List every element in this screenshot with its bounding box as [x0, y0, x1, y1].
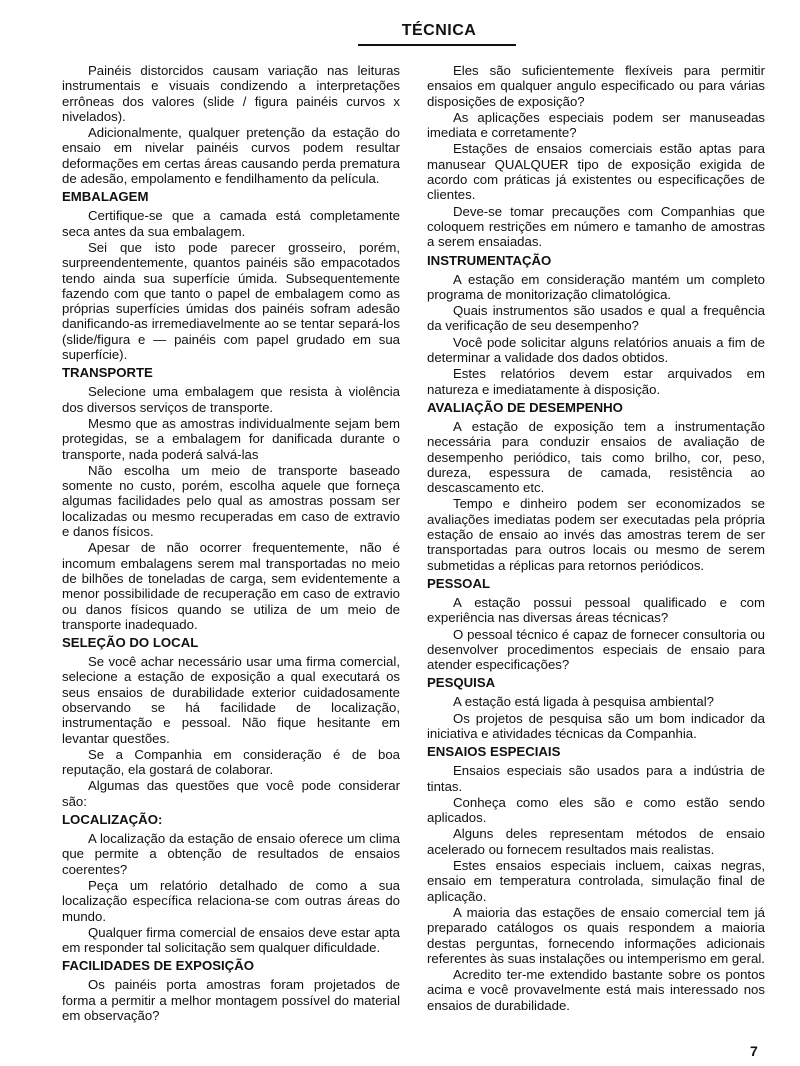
section-heading: TRANSPORTE — [62, 365, 153, 381]
paragraph: Algumas das questões que você pode considerar são: — [62, 778, 400, 809]
paragraph: A estação está ligada à pesquisa ambiental? — [453, 694, 714, 710]
section-heading: LOCALIZAÇÃO: — [62, 812, 163, 828]
paragraph: Não escolha um meio de transporte baseado somente no custo, porém, escolha aquele que forneça algumas facilidades pelo qual as amostras possam ser localizadas ou mesmo recuperadas em caso de extravio e danos físicos. — [62, 462, 400, 540]
paragraph: Tempo e dinheiro podem ser economizados se avaliações imediatas podem ser executadas pela própria estação de ensaio ao invés das amostras terem de ser transportadas para outros locais ou mesmo de serem submetidas a réplicas para retornos periódicos. — [427, 496, 765, 573]
paragraph: Se a Companhia em consideração é de boa reputação, ela gostará de colaborar. — [62, 746, 400, 778]
section-heading: ENSAIOS ESPECIAIS — [427, 744, 561, 760]
left-column — [62, 63, 400, 1024]
paragraph: Os painéis porta amostras foram projetados de forma a permitir a melhor montagem possível do material em observação? — [62, 977, 400, 1024]
paragraph: Mesmo que as amostras individualmente sejam bem protegidas, se a embalagem for danificada durante o transporte, nada poderá salvá-las — [62, 415, 400, 462]
section-header: TÉCNICA — [401, 22, 477, 39]
paragraph: A estação possui pessoal qualificado e com experiência nas diversas áreas técnicas? — [427, 594, 765, 626]
paragraph: Estes relatórios devem estar arquivados em natureza e imediatamente à disposição. — [427, 366, 765, 397]
paragraph: A maioria das estações de ensaio comercial tem já preparado catálogos os quais respondem a maioria destas perguntas, fornecendo informações adicionais referentes às suas instalações ou intemperismo em geral. — [427, 904, 765, 966]
paragraph: A estação de exposição tem a instrumentação necessária para conduzir ensaios de avaliação de desempenho periódico, tais como brilho, cor, peso, dureza, espessura de camada, resistência ao descascamento etc. — [427, 418, 765, 496]
paragraph: Ensaios especiais são usados para a indústria de tintas. — [427, 763, 765, 794]
paragraph: Alguns deles representam métodos de ensaio acelerado ou fornecem resultados mais realistas. — [427, 826, 765, 857]
section-heading: AVALIAÇÃO DE DESEMPENHO — [427, 399, 623, 415]
paragraph: Conheça como eles são e como estão sendo aplicados. — [427, 794, 765, 826]
paragraph: Adicionalmente, qualquer pretenção da estação do ensaio em nivelar painéis curvos podem resultar deformações em certas áreas causando perda prematura de adesão, empolamento e fendilhamento da película. — [62, 125, 400, 187]
paragraph: Painéis distorcidos causam variação nas leituras instrumentais e visuais condizendo a interpretações errôneas dos valores (slide / figura painéis curvos x nivelados). — [62, 63, 400, 124]
section-heading: SELEÇÃO DO LOCAL — [62, 635, 199, 651]
paragraph: Estações de ensaios comerciais estão aptas para manusear QUALQUER tipo de exposição exigida de acordo com práticas já existentes ou especificações de clientes. — [427, 141, 765, 203]
paragraph: Apesar de não ocorrer frequentemente, não é incomum embalagens serem mal transportadas no meio de bilhões de toneladas de carga, sem evidentemente a menor possibilidade de recuperação em caso de extravio ou danos físicos quando se utiliza de um meio de transporte inadequado. — [62, 540, 400, 632]
paragraph: Você pode solicitar alguns relatórios anuais a fim de determinar a validade dos dados obtidos. — [427, 334, 765, 366]
paragraph: Sei que isto pode parecer grosseiro, porém, surpreendentemente, quantos painéis são empacotados tendo ainda sua superfície úmida. Subsequentemente fazendo com que tanto o papel de embalagem como as próprias superfícies úmidas dos painéis sofram adesão danificando-as irremediavelmente ao se tentar separá-los (slide/figura e — painéis com papel grudado em sua superfície). — [62, 239, 400, 363]
section-heading: INSTRUMENTAÇÃO — [427, 252, 552, 268]
paragraph: A localização da estação de ensaio oferece um clima que permite a obtenção de resultados de ensaios coerentes? — [62, 831, 400, 877]
section-heading: EMBALAGEM — [62, 189, 149, 205]
paragraph: Qualquer firma comercial de ensaios deve estar apta em responder tal solicitação sem qualquer dificuldade. — [62, 924, 400, 956]
right-column — [427, 63, 765, 1014]
page-number: 7 — [750, 1043, 758, 1059]
header-divider — [358, 44, 516, 46]
paragraph: Acredito ter-me extendido bastante sobre os pontos acima e você provavelmente está mais interessado nos ensaios de durabilidade. — [427, 967, 765, 1013]
section-heading: PESSOAL — [427, 575, 491, 591]
paragraph: A estação em consideração mantém um completo programa de monitorização climatológica. — [427, 271, 765, 302]
paragraph: Eles são suficientemente flexíveis para permitir ensaios em qualquer angulo especificado ou para várias disposições de exposição? — [427, 63, 765, 109]
section-heading: PESQUISA — [427, 675, 496, 691]
paragraph: Os projetos de pesquisa são um bom indicador da iniciativa e atividades técnicas da Companhia. — [427, 710, 765, 741]
paragraph: Deve-se tomar precauções com Companhias que coloquem restrições em número e tamanho de amostras a serem ensaiadas. — [427, 203, 765, 250]
paragraph: Se você achar necessário usar uma firma comercial, selecione a estação de exposição a qual executará os seus ensaios de durabilidade exterior cuidadosamente observando se há facilidade de localização, instrumentação e pessoal. Não fique hesitante em levantar questões. — [62, 654, 400, 746]
section-heading: FACILIDADES DE EXPOSIÇÃO — [62, 958, 254, 974]
paragraph: As aplicações especiais podem ser manuseadas imediata e corretamente? — [427, 109, 765, 141]
paragraph: Selecione uma embalagem que resista à violência dos diversos serviços de transporte. — [62, 384, 400, 415]
paragraph: O pessoal técnico é capaz de fornecer consultoria ou desenvolver procedimentos especiais de ensaio para atender especificações? — [427, 626, 765, 673]
paragraph: Estes ensaios especiais incluem, caixas negras, ensaio em temperatura controlada, simulação final de aplicação. — [427, 858, 765, 904]
paragraph: Peça um relatório detalhado de como a sua localização específica relaciona-se com outras áreas do mundo. — [62, 877, 400, 924]
paragraph: Quais instrumentos são usados e qual a frequência da verificação de seu desempenho? — [427, 303, 765, 334]
paragraph: Certifique-se que a camada está completamente seca antes da sua embalagem. — [62, 208, 400, 239]
